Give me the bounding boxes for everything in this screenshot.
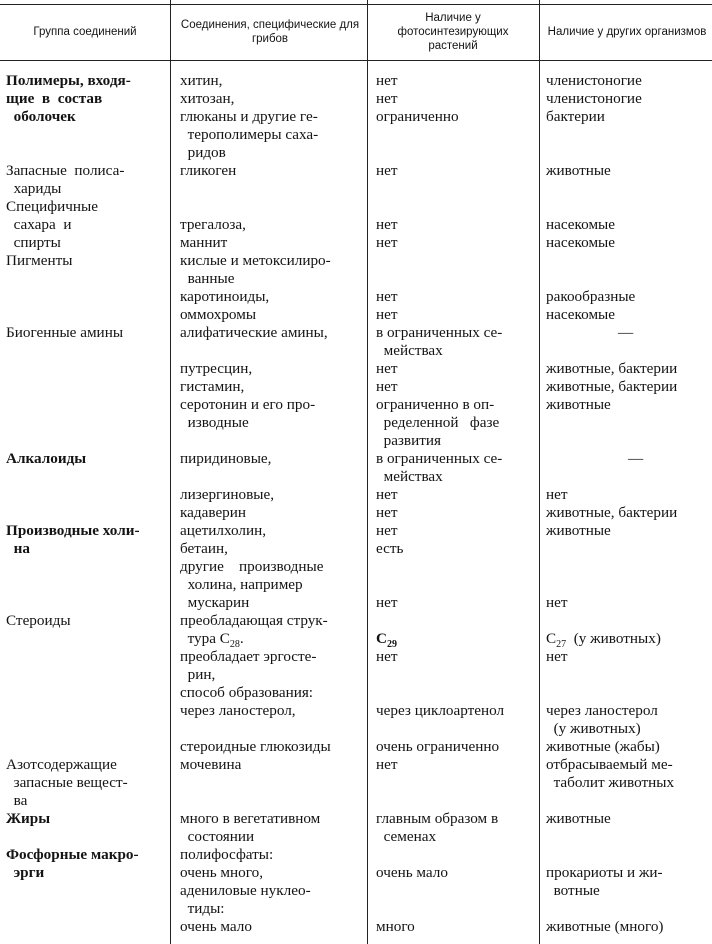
organisms-cell: животные bbox=[546, 810, 611, 827]
compound-cell bbox=[180, 486, 368, 650]
header-compounds: Соединения, специфические для грибов bbox=[180, 19, 360, 45]
plants-cell: нет bbox=[376, 162, 398, 179]
organisms-cell: животные bbox=[546, 162, 611, 179]
dash-mark: — bbox=[618, 324, 634, 341]
plants-cell: очень мало bbox=[376, 864, 448, 881]
plants-cell: нет нет ограниченно bbox=[376, 72, 459, 125]
group-cell: Запасные полиса- хариды bbox=[6, 162, 125, 197]
organisms-cell: ракообразные насекомые bbox=[546, 288, 636, 323]
plants-cell: нет bbox=[376, 648, 398, 665]
plants-text: C bbox=[376, 630, 387, 647]
compound-cell: хитин, хитозан, глюканы и другие ге- терополимеры саха- ридов bbox=[180, 72, 319, 161]
header-rule bbox=[0, 60, 712, 61]
compound-cell: преобладает эргосте- рин, способ образования: через ланостерол, bbox=[180, 648, 317, 719]
group-cell: Жиры bbox=[6, 810, 51, 827]
group-cell: Алкалоиды bbox=[6, 450, 87, 467]
plants-cell: очень ограниченно нет bbox=[376, 738, 500, 773]
subscript: 29 bbox=[386, 639, 397, 650]
subscript: 28 bbox=[229, 639, 240, 650]
plants-cell: нет нет bbox=[376, 216, 398, 251]
plants-cell bbox=[376, 630, 536, 650]
compound-cell: стероидные глюкозиды мочевина bbox=[180, 738, 331, 773]
plants-cell: нет нет в ограниченных се- мействах нет нет ограниченно в оп- ределенной фазе развития в ограниченных се- мействах нет нет нет есть bbox=[376, 288, 503, 557]
group-cell: Производные холи- на bbox=[6, 522, 140, 557]
organisms-cell: прокариоты и жи- вотные bbox=[546, 864, 663, 899]
group-cell: Фосфорные макро- эрги bbox=[6, 846, 139, 881]
plants-cell: через циклоартенол bbox=[376, 702, 505, 719]
organisms-cell: насекомые насекомые bbox=[546, 216, 616, 251]
column-divider bbox=[539, 0, 540, 944]
header-plants: Наличие у фотосинтезирующих растений bbox=[397, 12, 509, 52]
organisms-cell: нет bbox=[546, 594, 568, 611]
group-cell: Биогенные амины bbox=[6, 324, 124, 341]
group-cell: Пигменты bbox=[6, 252, 73, 269]
header-other-organisms: Наличие у других организмов bbox=[547, 26, 707, 38]
compound-cell: путресцин, гистамин, серотонин и его про- изводные bbox=[180, 360, 316, 431]
header-group: Группа соединений bbox=[33, 26, 137, 38]
plants-cell: много bbox=[376, 918, 415, 935]
organisms-text: (у животных) bbox=[566, 630, 661, 647]
column-divider bbox=[170, 0, 171, 944]
organisms-cell bbox=[546, 630, 708, 650]
plants-cell: нет bbox=[376, 594, 398, 611]
compound-cell: много в вегетативном состоянии полифосфаты: очень много, адениловые нуклео- тиды: очень мало bbox=[180, 810, 321, 935]
organisms-text: C bbox=[546, 630, 557, 647]
organisms-cell: через ланостерол (у животных) животные (жабы) отбрасываемый ме- таболит животных bbox=[546, 702, 675, 791]
compound-cell: пиридиновые, bbox=[180, 450, 272, 467]
compound-text: . bbox=[239, 630, 244, 647]
plants-cell: главным образом в семенах bbox=[376, 810, 499, 845]
dash-mark: — bbox=[628, 450, 644, 467]
organisms-cell: животные, бактерии животные, бактерии животные bbox=[546, 360, 678, 413]
subscript: 27 bbox=[556, 639, 567, 650]
group-cell: Стероиды bbox=[6, 612, 71, 629]
group-cell: Специфичные сахара и спирты bbox=[6, 198, 98, 251]
compound-text: лизергиновые, кадаверин ацетилхолин, бетаин, другие производные холина, например мускарин преобладающая струк- тура C bbox=[180, 486, 328, 647]
group-cell: Полимеры, входя- щие в состав оболочек bbox=[6, 72, 131, 125]
organisms-cell: животные (много) bbox=[546, 918, 664, 935]
group-cell: Азотсодержащие запасные вещест- ва bbox=[6, 756, 128, 809]
organisms-cell: нет животные, бактерии животные bbox=[546, 486, 678, 539]
organisms-cell: членистоногие членистоногие бактерии bbox=[546, 72, 642, 125]
compound-cell: гликоген bbox=[180, 162, 237, 179]
compound-cell: трегалоза, маннит кислые и метоксилиро- ванные каротиноиды, оммохромы алифатические амины, bbox=[180, 216, 331, 341]
organisms-cell: нет bbox=[546, 648, 568, 665]
